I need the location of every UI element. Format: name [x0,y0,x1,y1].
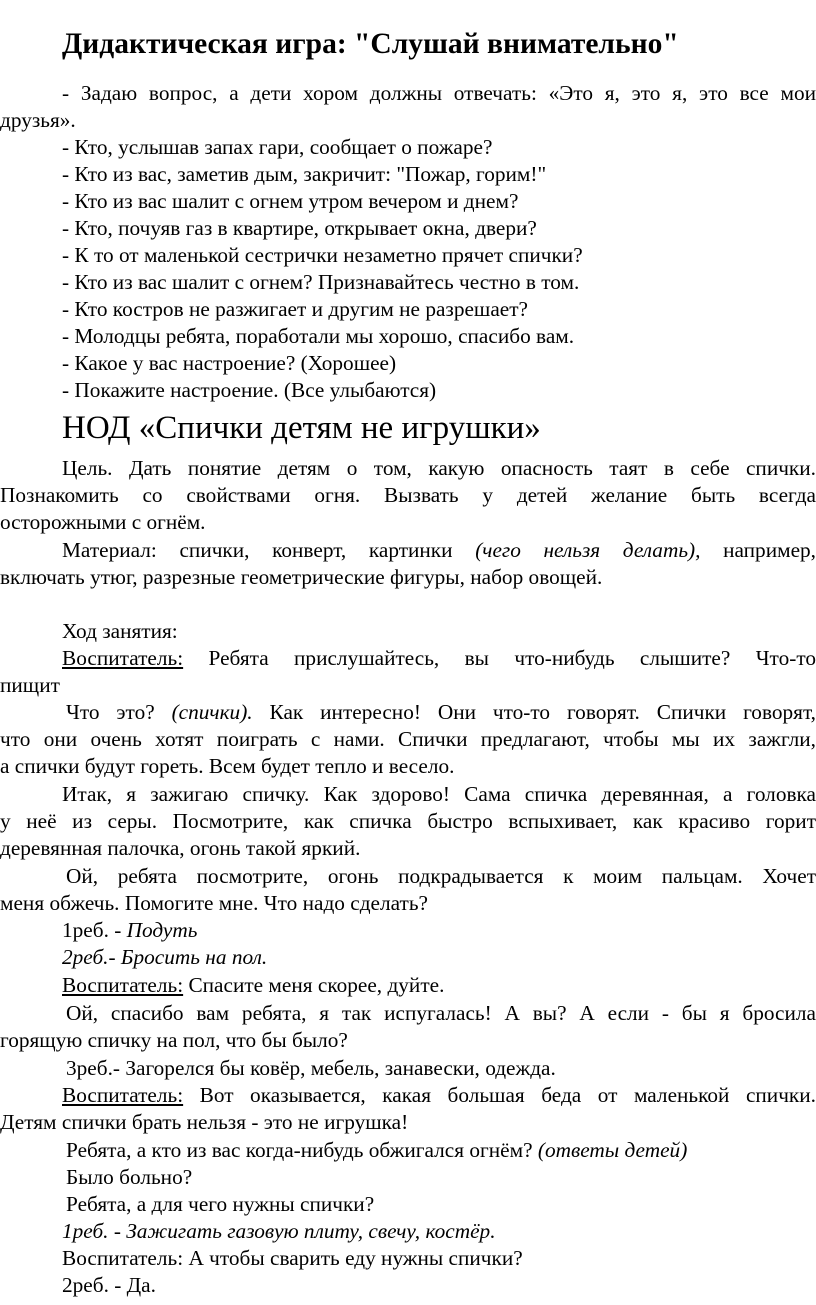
speaker-label: Воспитатель: [62,1083,184,1107]
text-line: Ой, ребята посмотрите, огонь подкрадывается к моим пальцам. Хочет [66,864,816,888]
text-line: Детям спички брать нельзя - это не игрушка! [0,1110,409,1134]
speech-italic: (ответы детей) [537,1138,688,1162]
quiz-line: - Какое у вас настроение? (Хорошее) [62,351,397,375]
child-reply [0,917,816,944]
speech-text: Спасите меня скорее, дуйте. [183,973,445,997]
goal-line: Познакомить со свойствами огня. Вызвать у детей желание быть всегда [0,483,816,507]
speech-text: Как интересно! Они что-то говорят. Спички говорят, [252,700,816,724]
quiz-line: - Кто из вас шалит с огнем? Признавайтесь честно в том. [62,270,580,294]
goal-line: осторожными с огнём. [0,510,206,534]
child-reply: 1реб. - Зажигать газовую плиту, свечу, костёр. [62,1219,496,1243]
text-line [0,1137,816,1164]
speech-text: Ребята прислушайтесь, вы что-нибудь слышите? Что-то [183,646,816,670]
speaker-label: Воспитатель: [62,646,184,670]
quiz-line: - Кто, почуяв газ в квартире, открывает окна, двери? [62,216,537,240]
text-line: а спички будут гореть. Всем будет тепло и весело. [0,754,455,778]
text-line [0,645,816,672]
speaker-label: Воспитатель: [62,973,184,997]
material-text: например, [700,538,816,562]
text-line: у неё из серы. Посмотрите, как спичка быстро вспыхивает, как красиво горит [0,809,816,833]
quiz-line: - К то от маленькой сестрички незаметно прячет спички? [62,243,583,267]
speech-italic: (спички). [171,700,253,724]
text-line: Ой, спасибо вам ребята, я так испугалась! А вы? А если - бы я бросила [66,1001,816,1025]
quiz-line: - Кто из вас, заметив дым, закричит: "Пожар, горим!" [62,162,547,186]
text-line: Было больно? [66,1165,193,1189]
quiz-line: - Покажите настроение. (Все улыбаются) [62,378,437,402]
child-answer: Подуть [126,918,198,942]
goal-line: Цель. Дать понятие детям о том, какую опасность таят в себе спички. [62,456,816,480]
child-reply: 2реб. - Да. [62,1273,156,1297]
quiz-line: - Задаю вопрос, а дети хором должны отвечать: «Это я, это я, это все мои [62,81,816,105]
text-line [0,699,816,726]
child-label: 1реб. - [62,918,127,942]
material-line [0,537,816,564]
text-line: горящую спичку на пол, что бы было? [0,1028,348,1052]
text-line: что они очень хотят поиграть с нами. Спички предлагают, чтобы мы их зажгли, [0,727,816,751]
material-italic: (чего нельзя делать), [475,538,701,562]
quiz-line: - Кто из вас шалит с огнем утром вечером и днем? [62,189,519,213]
quiz-line: - Кто костров не разжигает и другим не разрешает? [62,297,528,321]
text-line: Итак, я зажигаю спичку. Как здорово! Сама спичка деревянная, а головка [62,782,816,806]
child-reply: 3реб.- Загорелся бы ковёр, мебель, занавески, одежда. [66,1056,556,1080]
text-line [0,1082,816,1109]
course-heading: Ход занятия: [62,619,178,643]
text-line: пищит [0,673,60,697]
speech-text: Ребята, а кто из вас когда-нибудь обжигался огнём? [66,1138,538,1162]
material-line: включать утюг, разрезные геометрические фигуры, набор овощей. [0,565,603,589]
game-title: Дидактическая игра: "Слушай внимательно" [62,28,679,60]
text-line: меня обжечь. Помогите мне. Что надо сделать? [0,891,429,915]
text-line: Ребята, а для чего нужны спички? [66,1192,375,1216]
quiz-line: друзья». [0,108,76,132]
material-text: Материал: спички, конверт, картинки [62,538,476,562]
text-line: Воспитатель: А чтобы сварить еду нужны спички? [62,1246,523,1270]
lesson-title: НОД «Спички детям не игрушки» [62,410,541,446]
speech-text: Вот оказывается, какая большая беда от маленькой спички. [183,1083,816,1107]
text-line [0,972,816,999]
speech-text: Что это? [66,700,172,724]
text-line: деревянная палочка, огонь такой яркий. [0,836,361,860]
quiz-line: - Молодцы ребята, поработали мы хорошо, спасибо вам. [62,324,575,348]
quiz-line: - Кто, услышав запах гари, сообщает о пожаре? [62,135,493,159]
child-reply: 2реб.- Бросить на пол. [62,945,268,969]
